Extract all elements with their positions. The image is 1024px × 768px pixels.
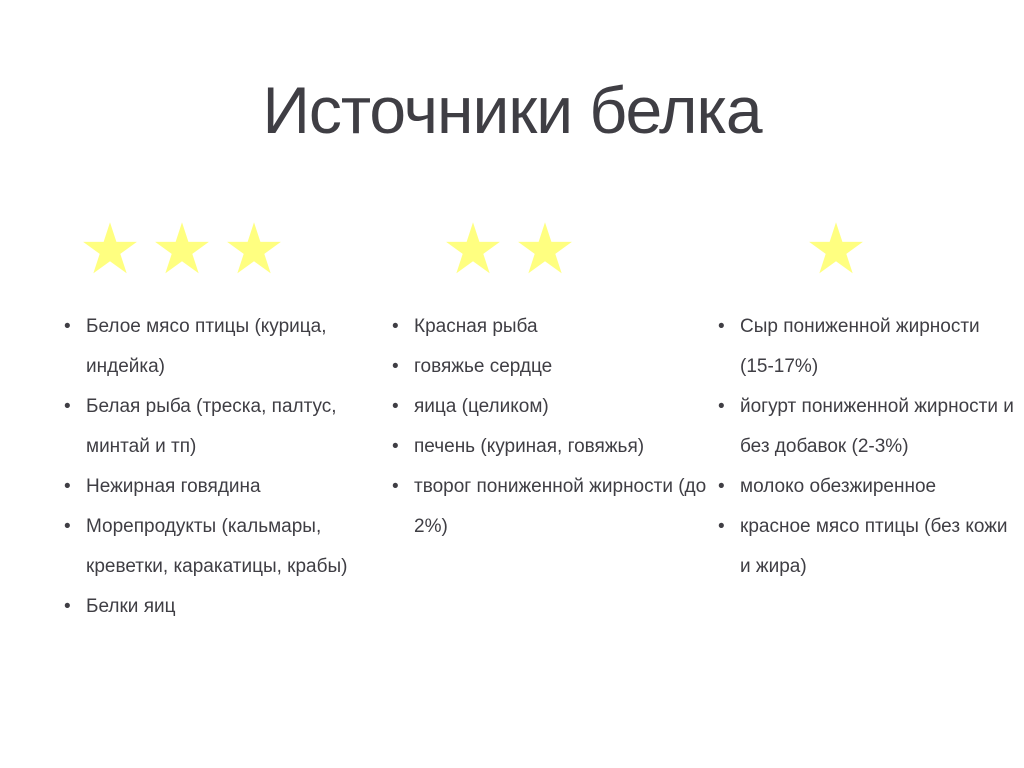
list-item: • творог пониженной жирности (до 2%): [390, 467, 710, 547]
bullet-icon: •: [64, 396, 71, 417]
slide-title: Источники белка: [262, 73, 762, 147]
star-icon: ★: [222, 208, 286, 290]
star-icon: ★: [513, 208, 577, 290]
protein-list-1-star: [716, 307, 1016, 587]
star-icon: ★: [78, 208, 142, 290]
bullet-icon: •: [392, 476, 399, 497]
rating-stars-2: [437, 208, 581, 290]
star-icon: ★: [150, 208, 214, 290]
bullet-icon: •: [64, 316, 71, 337]
bullet-icon: •: [392, 396, 399, 417]
list-item: • красное мясо птицы (без кожи и жира): [716, 507, 1016, 587]
list-item: • йогурт пониженной жирности и без добавок (2-3%): [716, 387, 1016, 467]
bullet-icon: •: [64, 596, 71, 617]
list-item: • Белая рыба (треска, палтус, минтай и тп): [62, 387, 382, 467]
bullet-icon: •: [718, 316, 725, 337]
list-item: • яица (целиком): [390, 387, 710, 427]
list-item: • Морепродукты (кальмары, креветки, каракатицы, крабы): [62, 507, 382, 587]
list-item: • говяжье сердце: [390, 347, 710, 387]
star-icon: ★: [441, 208, 505, 290]
list-item: • печень (куриная, говяжья): [390, 427, 710, 467]
bullet-icon: •: [392, 356, 399, 377]
bullet-icon: •: [718, 476, 725, 497]
protein-list-3-stars: [62, 307, 382, 627]
bullet-icon: •: [392, 316, 399, 337]
list-item: • Сыр пониженной жирности (15-17%): [716, 307, 1016, 387]
list-item: • молоко обезжиренное: [716, 467, 1016, 507]
bullet-icon: •: [718, 396, 725, 417]
list-item: • Красная рыба: [390, 307, 710, 347]
bullet-icon: •: [64, 476, 71, 497]
list-item: • Белое мясо птицы (курица, индейка): [62, 307, 382, 387]
rating-stars-1: [800, 208, 872, 290]
bullet-icon: •: [392, 436, 399, 457]
star-icon: ★: [804, 208, 868, 290]
rating-stars-3: [74, 208, 290, 290]
bullet-icon: •: [718, 516, 725, 537]
list-item: • Нежирная говядина: [62, 467, 382, 507]
protein-list-2-stars: [390, 307, 710, 547]
bullet-icon: •: [64, 516, 71, 537]
list-item: • Белки яиц: [62, 587, 382, 627]
